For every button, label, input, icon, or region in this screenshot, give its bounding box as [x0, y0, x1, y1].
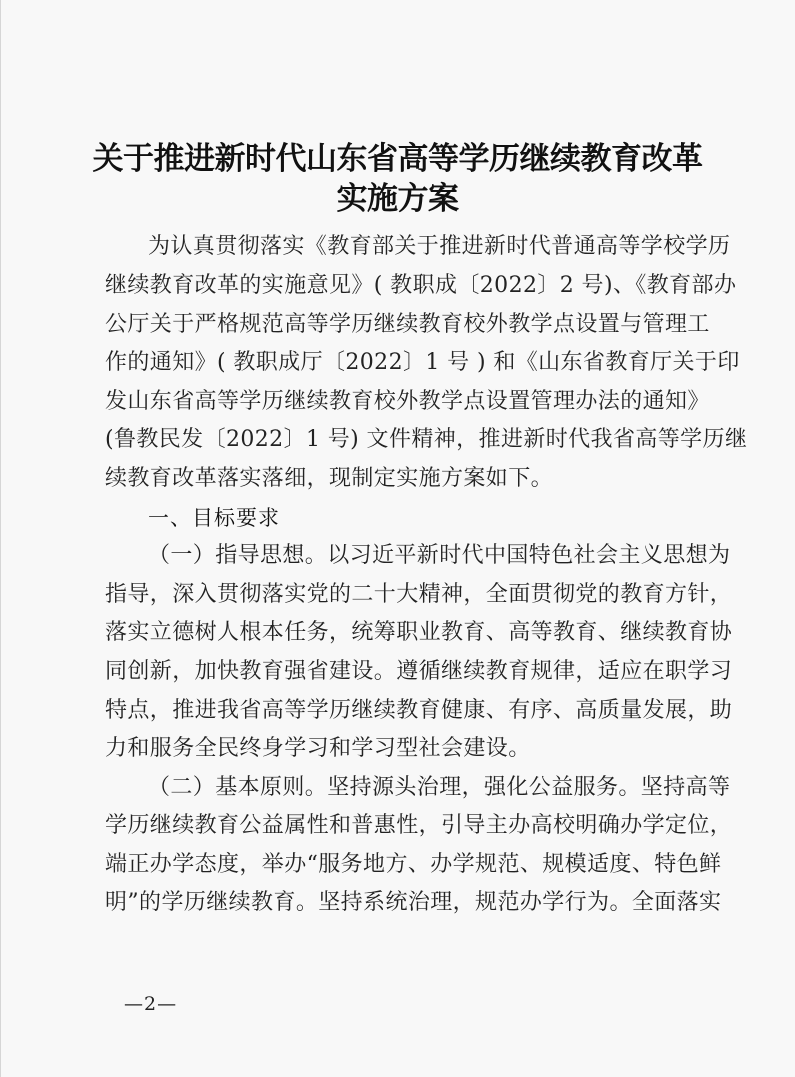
- guiding-line: 落实立德树人根本任务，统筹职业教育、高等教育、继续教育协: [105, 620, 733, 645]
- intro-line: 发山东省高等学历继续教育校外教学点设置管理办法的通知》: [105, 389, 710, 414]
- principle-line: 学历继续教育公益属性和普惠性，引导主办高校明确办学定位，: [105, 813, 733, 838]
- intro-line: 作的通知》( 教职成厅〔2022〕1 号 ) 和《山东省教育厅关于印: [105, 350, 740, 375]
- guiding-line: 力和服务全民终身学习和学习型社会建设。: [105, 736, 531, 761]
- intro-line: 续教育改革落实落细，现制定实施方案如下。: [105, 466, 554, 491]
- guiding-line: 特点，推进我省高等学历继续教育健康、有序、高质量发展，助: [105, 698, 733, 723]
- document-title-line-2: 实施方案: [336, 181, 459, 217]
- guiding-line: 同创新，加快教育强省建设。遵循继续教育规律，适应在职学习: [105, 659, 733, 684]
- principle-line: 端正办学态度，举办“服务地方、办学规范、规模适度、特色鲜: [105, 852, 722, 877]
- intro-line: 为认真贯彻落实《教育部关于推进新时代普通高等学校学历: [148, 234, 731, 259]
- section-heading: 一、目标要求: [148, 506, 280, 530]
- intro-line: 公厅关于严格规范高等学历继续教育校外教学点设置与管理工: [105, 312, 710, 337]
- guiding-line: 指导，深入贯彻落实党的二十大精神，全面贯彻党的教育方针，: [105, 582, 733, 607]
- page-number: —2—: [124, 993, 178, 1015]
- guiding-line: （一）指导思想。以习近平新时代中国特色社会主义思想为: [148, 543, 731, 568]
- principle-line: 明”的学历继续教育。坚持系统治理，规范办学行为。全面落实: [105, 890, 722, 915]
- document-title-line-1: 关于推进新时代山东省高等学历继续教育改革: [92, 141, 703, 177]
- intro-line: 继续教育改革的实施意见》( 教职成〔2022〕2 号)、《教育部办: [105, 273, 737, 298]
- principle-line: （二）基本原则。坚持源头治理，强化公益服务。坚持高等: [148, 775, 731, 800]
- intro-line: (鲁教民发〔2022〕1 号) 文件精神，推进新时代我省高等学历继: [105, 427, 748, 452]
